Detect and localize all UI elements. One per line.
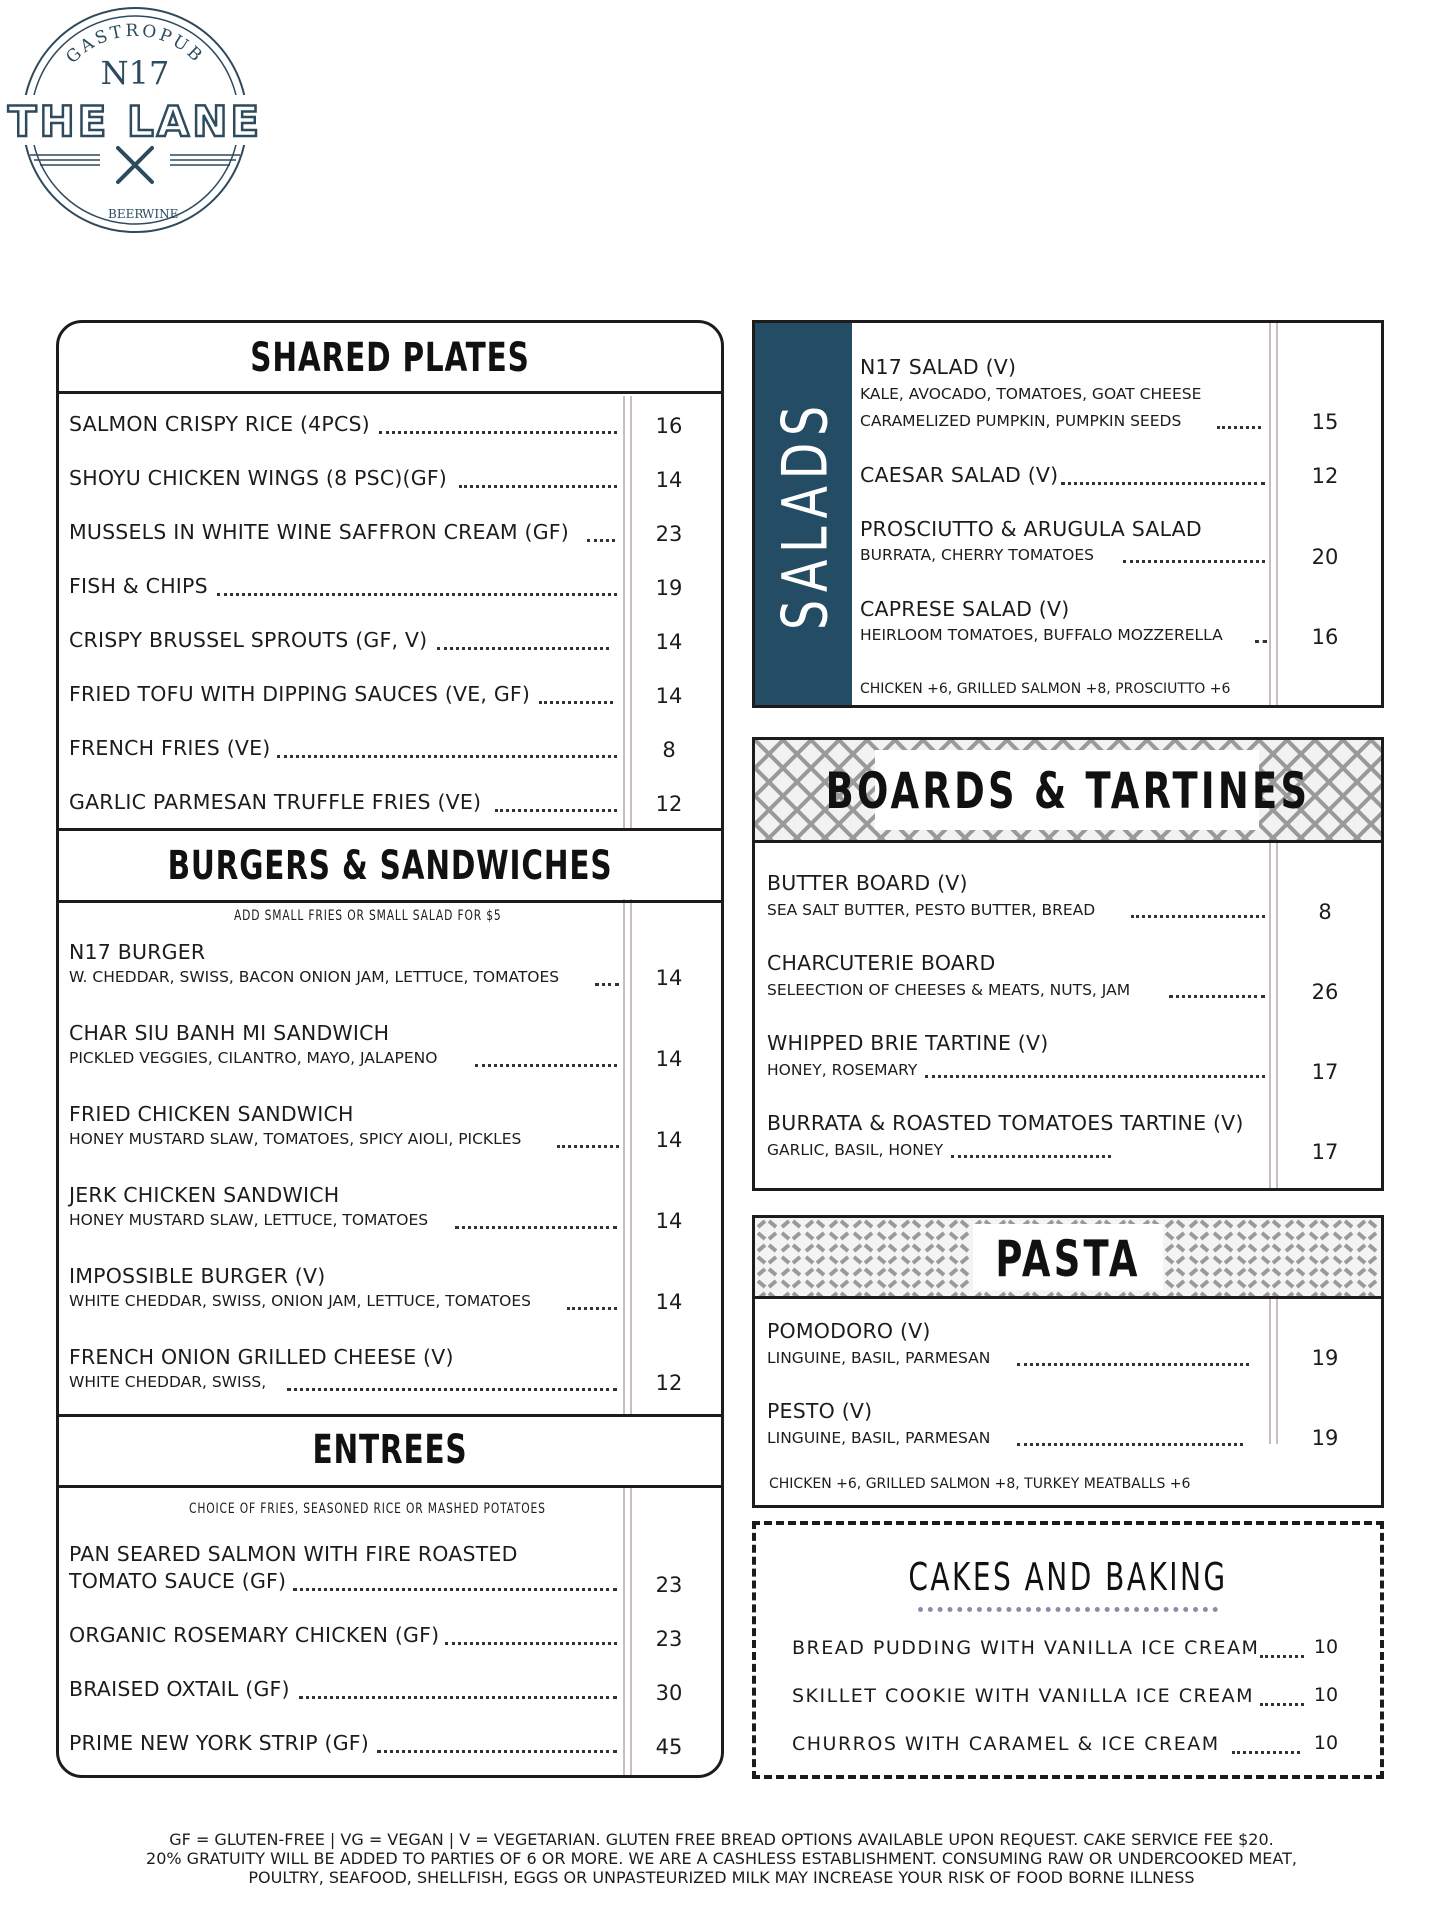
list-item: N17 SALAD (V) — [860, 355, 1017, 379]
salads-addons: CHICKEN +6, GRILLED SALMON +8, PROSCIUTTO +6 — [860, 681, 1231, 697]
item-price: 26 — [1311, 980, 1339, 1004]
list-item: BRAISED OXTAIL (GF) — [69, 1677, 290, 1701]
item-price: 23 — [655, 1627, 683, 1651]
item-price: 19 — [655, 576, 683, 600]
menu-footer — [100, 1830, 1343, 1887]
item-desc: HONEY MUSTARD SLAW, TOMATOES, SPICY AIOLI, PICKLES — [69, 1130, 522, 1148]
list-item: BREAD PUDDING WITH VANILLA ICE CREAM — [792, 1637, 1260, 1659]
list-item: FRIED TOFU WITH DIPPING SAUCES (VE, GF) — [69, 682, 531, 706]
item-price: 14 — [655, 1290, 683, 1314]
list-item: GARLIC PARMESAN TRUFFLE FRIES (VE) — [69, 790, 482, 814]
list-item: CHURROS WITH CARAMEL & ICE CREAM — [792, 1733, 1220, 1755]
item-desc: HEIRLOOM TOMATOES, BUFFALO MOZZERELLA — [860, 626, 1223, 644]
item-price: 17 — [1311, 1060, 1339, 1084]
item-price: 12 — [655, 1371, 683, 1395]
list-item: SALMON CRISPY RICE (4PCS) — [69, 412, 370, 436]
item-desc: WHITE CHEDDAR, SWISS, ONION JAM, LETTUCE, TOMATOES — [69, 1292, 531, 1310]
list-item: SKILLET COOKIE WITH VANILLA ICE CREAM — [792, 1685, 1255, 1707]
item-price: 10 — [1313, 1636, 1339, 1658]
item-desc: SELEECTION OF CHEESES & MEATS, NUTS, JAM — [767, 981, 1131, 999]
salads-title: SALADS — [768, 399, 842, 630]
pasta-addons: CHICKEN +6, GRILLED SALMON +8, TURKEY MEATBALLS +6 — [769, 1476, 1191, 1492]
footer-line: POULTRY, SEAFOOD, SHELLFISH, EGGS OR UNPASTEURIZED MILK MAY INCREASE YOUR RISK OF FOOD BORNE ILLNESS — [248, 1868, 1195, 1887]
list-item: FISH & CHIPS — [69, 574, 208, 598]
cakes-section — [752, 1521, 1384, 1779]
list-item: JERK CHICKEN SANDWICH — [69, 1183, 340, 1207]
list-item: CHAR SIU BANH MI SANDWICH — [69, 1021, 390, 1045]
item-desc: HONEY MUSTARD SLAW, LETTUCE, TOMATOES — [69, 1211, 429, 1229]
list-item: FRENCH ONION GRILLED CHEESE (V) — [69, 1345, 454, 1369]
list-item: PAN SEARED SALMON WITH FIRE ROASTED — [69, 1542, 518, 1566]
item-desc: CARAMELIZED PUMPKIN, PUMPKIN SEEDS — [860, 412, 1182, 430]
burgers-note: ADD SMALL FRIES OR SMALL SALAD FOR $5 — [234, 908, 502, 924]
item-desc: PICKLED VEGGIES, CILANTRO, MAYO, JALAPENO — [69, 1049, 438, 1067]
item-price: 19 — [1311, 1426, 1339, 1450]
list-item: PESTO (V) — [767, 1399, 873, 1423]
item-price: 16 — [1311, 625, 1339, 649]
item-price: 14 — [655, 684, 683, 708]
item-price: 14 — [655, 1047, 683, 1071]
list-item: CHARCUTERIE BOARD — [767, 951, 996, 975]
list-item: MUSSELS IN WHITE WINE SAFFRON CREAM (GF) — [69, 520, 569, 544]
item-price: 14 — [655, 630, 683, 654]
pasta-title: PASTA — [995, 1230, 1141, 1288]
item-price: 16 — [655, 414, 683, 438]
boards-section — [752, 737, 1384, 1191]
list-item: CRISPY BRUSSEL SPROUTS (GF, V) — [69, 628, 428, 652]
pasta-section — [752, 1215, 1384, 1508]
restaurant-logo — [0, 0, 270, 240]
item-desc: LINGUINE, BASIL, PARMESAN — [767, 1349, 991, 1367]
logo-number: N17 — [100, 54, 170, 92]
item-price: 20 — [1311, 545, 1339, 569]
logo-top-text: GASTROPUB — [62, 20, 208, 68]
list-item-line2: TOMATO SAUCE (GF) — [69, 1569, 287, 1593]
list-item: WHIPPED BRIE TARTINE (V) — [767, 1031, 1049, 1055]
salads-section — [752, 320, 1384, 708]
cakes-title: CAKES AND BAKING — [908, 1555, 1228, 1599]
item-price: 12 — [1311, 464, 1339, 488]
item-desc: KALE, AVOCADO, TOMATOES, GOAT CHEESE — [860, 385, 1202, 403]
entrees-title: ENTREES — [312, 1427, 468, 1473]
list-item: SHOYU CHICKEN WINGS (8 PSC)(GF) — [69, 466, 448, 490]
item-desc: GARLIC, BASIL, HONEY — [767, 1141, 944, 1159]
item-price: 14 — [655, 468, 683, 492]
item-desc: BURRATA, CHERRY TOMATOES — [860, 546, 1094, 564]
item-price: 23 — [655, 1573, 683, 1597]
footer-line: 20% GRATUITY WILL BE ADDED TO PARTIES OF 6 OR MORE. WE ARE A CASHLESS ESTABLISHMENT. CONSUMING RAW OR UNDERCOOKED MEAT, — [146, 1849, 1297, 1868]
item-price: 19 — [1311, 1346, 1339, 1370]
shared-plates-title: SHARED PLATES — [250, 335, 530, 381]
list-item: FRIED CHICKEN SANDWICH — [69, 1102, 354, 1126]
list-item: FRENCH FRIES (VE) — [69, 736, 271, 760]
item-price: 23 — [655, 522, 683, 546]
item-price: 12 — [655, 792, 683, 816]
list-item: IMPOSSIBLE BURGER (V) — [69, 1264, 326, 1288]
list-item: POMODORO (V) — [767, 1319, 931, 1343]
list-item: ORGANIC ROSEMARY CHICKEN (GF) — [69, 1623, 440, 1647]
list-item: BUTTER BOARD (V) — [767, 871, 968, 895]
list-item: CAESAR SALAD (V) — [860, 463, 1059, 487]
item-desc: W. CHEDDAR, SWISS, BACON ONION JAM, LETTUCE, TOMATOES — [69, 968, 560, 986]
entrees-note: CHOICE OF FRIES, SEASONED RICE OR MASHED POTATOES — [189, 1501, 546, 1517]
item-desc: LINGUINE, BASIL, PARMESAN — [767, 1429, 991, 1447]
item-price: 8 — [1318, 900, 1332, 924]
item-desc: SEA SALT BUTTER, PESTO BUTTER, BREAD — [767, 901, 1096, 919]
logo-name: THE LANE — [7, 97, 263, 146]
list-item: BURRATA & ROASTED TOMATOES TARTINE (V) — [767, 1111, 1244, 1135]
burgers-title: BURGERS & SANDWICHES — [167, 843, 613, 889]
logo-left-text: BEER — [108, 207, 144, 221]
item-price: 14 — [655, 1209, 683, 1233]
item-desc: WHITE CHEDDAR, SWISS, — [69, 1373, 267, 1391]
logo-right-text: WINE — [142, 207, 179, 221]
footer-line: GF = GLUTEN-FREE | VG = VEGAN | V = VEGETARIAN. GLUTEN FREE BREAD OPTIONS AVAILABLE UPON REQUEST. CAKE SERVICE FEE $20. — [169, 1830, 1274, 1849]
item-price: 14 — [655, 1128, 683, 1152]
item-price: 10 — [1313, 1684, 1339, 1706]
boards-title: BOARDS & TARTINES — [825, 762, 1311, 820]
salads-side-panel — [755, 323, 852, 705]
item-price: 14 — [655, 966, 683, 990]
crossed-utensils-icon — [118, 148, 152, 182]
list-item: PRIME NEW YORK STRIP (GF) — [69, 1731, 369, 1755]
list-item: CAPRESE SALAD (V) — [860, 597, 1070, 621]
item-desc: HONEY, ROSEMARY — [767, 1061, 918, 1079]
list-item: N17 BURGER — [69, 940, 206, 964]
item-price: 8 — [662, 738, 676, 762]
item-price: 10 — [1313, 1732, 1339, 1754]
item-price: 17 — [1311, 1140, 1339, 1164]
item-price: 45 — [655, 1735, 683, 1759]
item-price: 15 — [1311, 410, 1339, 434]
left-menu-column — [56, 320, 724, 1778]
list-item: PROSCIUTTO & ARUGULA SALAD — [860, 517, 1202, 541]
item-price: 30 — [655, 1681, 683, 1705]
